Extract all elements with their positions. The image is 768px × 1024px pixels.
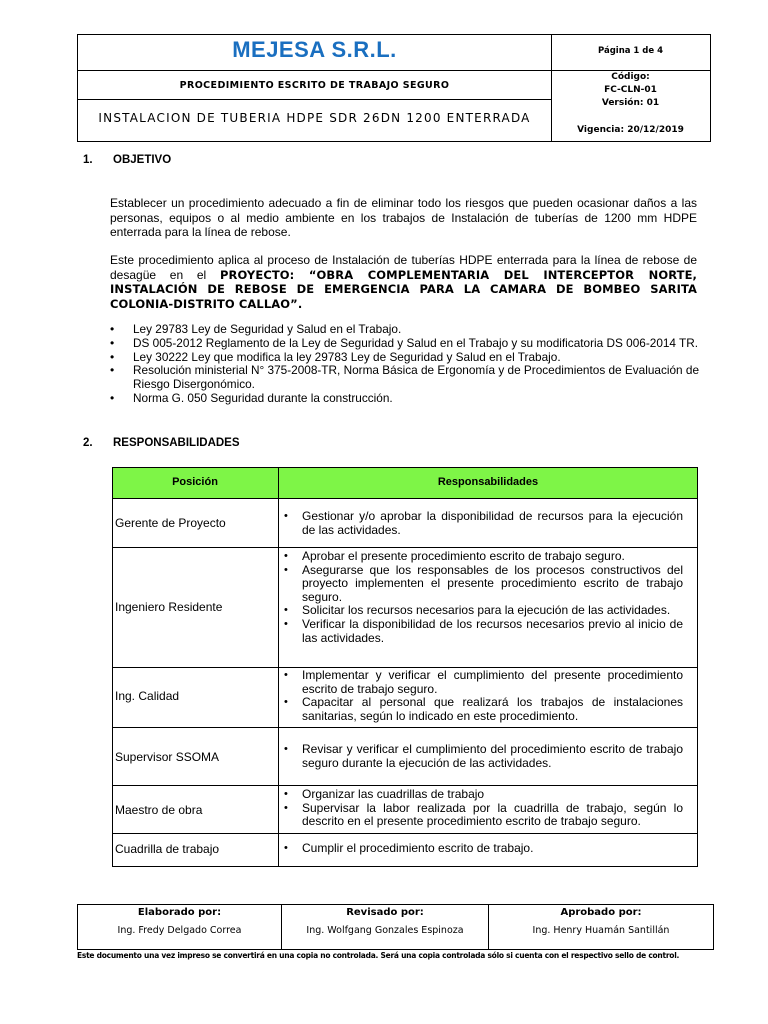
disclaimer: Este documento una vez impreso se convertirá en una copia no controlada. Será una copia controlada sólo si cuenta con el respectivo sello de control.	[77, 951, 680, 960]
validity-date: Vigencia: 20/12/2019	[577, 125, 684, 135]
list-item: • Capacitar al personal que realizará los trabajos de instalaciones sanitarias, según lo indicado en este procedimiento.	[283, 696, 683, 723]
objective-paragraph: Establecer un procedimiento adecuado a fin de eliminar todo los riesgos que pueden ocasionar daños a las personas, equipos o al medio ambiente en los trabajos de Instalación de tuberías de 1200 mm HDPE enterrada para la línea de rebose.	[110, 196, 697, 239]
document-header	[77, 34, 711, 142]
list-item: • Asegurarse que los responsables de los procesos constructivos del proyecto implementen el presente procedimiento escrito de trabajo seguro.	[283, 564, 683, 605]
responsibilities-cell	[283, 788, 683, 829]
approved-by-label: Aprobado por:	[560, 907, 642, 918]
reviewed-by-cell	[282, 905, 488, 949]
list-item: • Ley 30222 Ley que modifica la ley 29783 Ley de Seguridad y Salud en el Trabajo.	[110, 351, 710, 365]
position-cell: Ing. Calidad	[115, 689, 180, 703]
company-name: MEJESA S.R.L.	[232, 37, 397, 62]
reviewed-by-name: Ing. Wolfgang Gonzales Espinoza	[306, 925, 464, 936]
list-item: • Norma G. 050 Seguridad durante la construcción.	[110, 392, 710, 406]
prepared-by-name: Ing. Fredy Delgado Correa	[117, 925, 242, 936]
responsibilities-cell	[283, 510, 683, 537]
responsibilities-cell	[283, 550, 683, 645]
version: Versión: 01	[601, 98, 660, 108]
reviewed-by-label: Revisado por:	[346, 907, 424, 918]
section-title: OBJETIVO	[113, 154, 172, 166]
document-title: INSTALACION DE TUBERIA HDPE SDR 26DN 1200 ENTERRADA	[98, 111, 531, 125]
section-title: RESPONSABILIDADES	[113, 437, 240, 449]
procedure-type: PROCEDIMIENTO ESCRITO DE TRABAJO SEGURO	[179, 80, 450, 91]
section-number: 1.	[83, 154, 93, 166]
code-value: FC-CLN-01	[604, 85, 657, 95]
table-border	[278, 467, 279, 867]
page-number: Página 1 de 4	[597, 46, 664, 56]
list-item: • Gestionar y/o aprobar la disponibilidad de recursos para la ejecución de las actividades.	[283, 510, 683, 537]
table-border	[112, 467, 113, 867]
position-cell: Ingeniero Residente	[115, 600, 223, 614]
list-item: • Organizar las cuadrillas de trabajo	[283, 788, 683, 802]
column-header-responsibilities: Responsabilidades	[437, 476, 539, 488]
responsibilities-cell	[283, 842, 683, 856]
responsibilities-cell	[283, 669, 683, 723]
scope-paragraph	[110, 253, 697, 311]
list-item: • Aprobar el presente procedimiento escrito de trabajo seguro.	[283, 550, 683, 564]
list-item: • Verificar la disponibilidad de los recursos necesarios previo al inicio de las actividades.	[283, 618, 683, 645]
code-block	[551, 71, 710, 110]
list-item: • Solicitar los recursos necesarios para la ejecución de las actividades.	[283, 604, 683, 618]
list-item: • Ley 29783 Ley de Seguridad y Salud en el Trabajo.	[110, 323, 710, 337]
list-item: • DS 005-2012 Reglamento de la Ley de Seguridad y Salud en el Trabajo y su modificatoria DS 006-2014 TR.	[110, 337, 710, 351]
table-border	[697, 467, 698, 867]
list-item: • Implementar y verificar el cumplimiento del presente procedimiento escrito de trabajo seguro.	[283, 669, 683, 696]
code-label: Código:	[611, 72, 650, 82]
approved-by-name: Ing. Henry Huamán Santillán	[532, 925, 670, 936]
table-border	[112, 866, 698, 867]
project-name: PROYECTO: “OBRA COMPLEMENTARIA DEL INTERCEPTOR NORTE, INSTALACIÓN DE REBOSE DE EMERGENCIA PARA LA CAMARA DE BOMBEO SARITA COLONIA-DISTRITO CALLAO”.	[110, 267, 697, 311]
header-divider	[78, 99, 551, 100]
table-border	[112, 785, 698, 786]
list-item: • Cumplir el procedimiento escrito de trabajo.	[283, 842, 683, 856]
position-cell: Cuadrilla de trabajo	[115, 842, 220, 856]
position-cell: Supervisor SSOMA	[115, 750, 220, 764]
section-number: 2.	[83, 437, 93, 449]
prepared-by-cell	[78, 905, 281, 949]
list-item: • Revisar y verificar el cumplimiento del procedimiento escrito de trabajo seguro durante la ejecución de las actividades.	[283, 743, 683, 770]
header-divider	[78, 70, 551, 71]
position-cell: Gerente de Proyecto	[115, 516, 226, 530]
approved-by-cell	[489, 905, 713, 949]
approval-table	[77, 904, 714, 950]
regulations-list	[110, 323, 710, 406]
responsibilities-cell	[283, 743, 683, 770]
prepared-by-label: Elaborado por:	[137, 907, 222, 918]
list-item: • Resolución ministerial N° 375-2008-TR, Norma Básica de Ergonomía y de Procedimientos de Evaluación de Riesgo Disergonómico.	[110, 364, 710, 392]
scope-text: Este procedimiento aplica al proceso de Instalación de tuberías HDPE enterrada para la línea de rebose de desagüe en el	[110, 253, 697, 282]
position-cell: Maestro de obra	[115, 803, 203, 817]
table-border	[112, 833, 698, 834]
column-header-position: Posición	[172, 476, 218, 488]
table-border	[112, 498, 698, 499]
table-border	[112, 467, 698, 468]
table-border	[112, 727, 698, 728]
table-border	[112, 547, 698, 548]
list-item: • Supervisar la labor realizada por la cuadrilla de trabajo, según lo descrito en el presente procedimiento escrito de trabajo seguro.	[283, 802, 683, 829]
responsibilities-table	[112, 467, 698, 867]
